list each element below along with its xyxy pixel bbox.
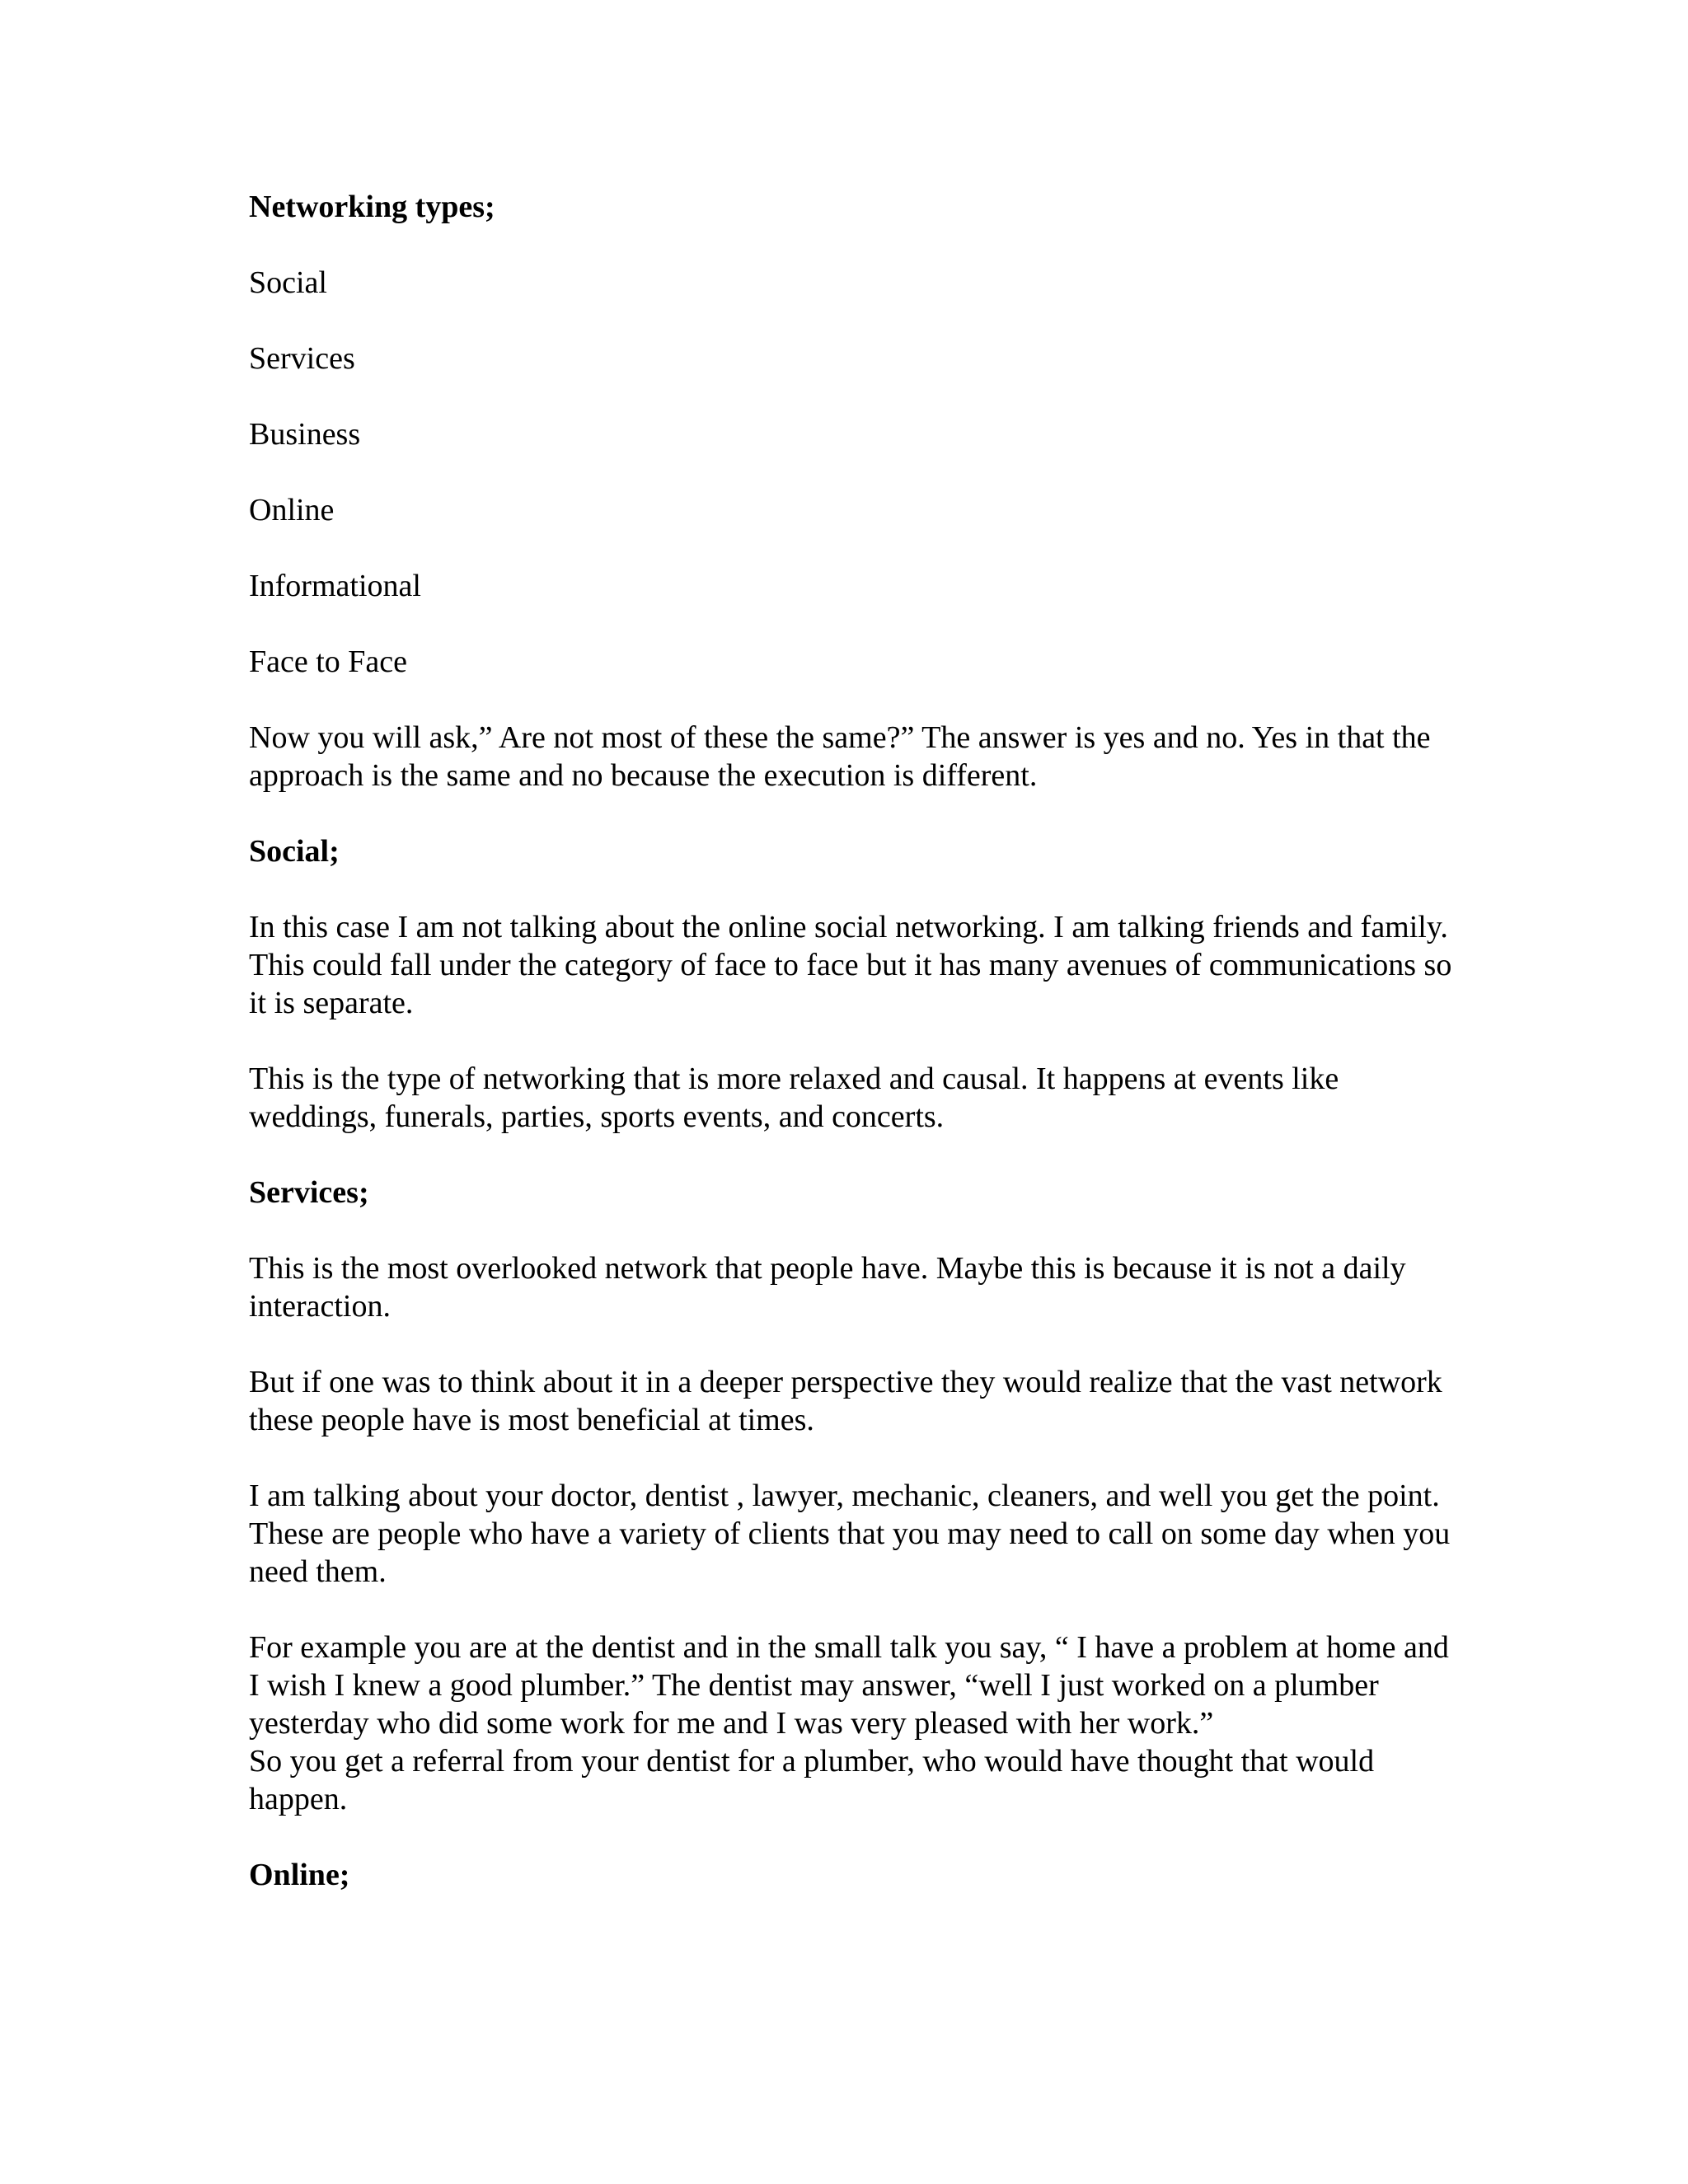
social-paragraph-1: In this case I am not talking about the online social networking. I am talking friends and family. This could fall under the category of face to face but it has many avenues of communications so it is separate.	[249, 910, 1452, 1020]
document-body	[249, 188, 1461, 1932]
social-paragraph-2: This is the type of networking that is more relaxed and causal. It happens at events like weddings, funerals, parties, sports events, and concerts.	[249, 1062, 1339, 1134]
services-paragraph-3: I am talking about your doctor, dentist , lawyer, mechanic, cleaners, and well you get the point. These are people who have a variety of clients that you may need to call on some day when you need them.	[249, 1479, 1451, 1589]
services-paragraph-5: So you get a referral from your dentist for a plumber, who would have thought that would happen.	[249, 1744, 1375, 1816]
services-paragraph-4: For example you are at the dentist and in the small talk you say, “ I have a problem at home and I wish I knew a good plumber.” The dentist may answer, “well I just worked on a plumber yesterday who did some work for me and I was very pleased with her work.”	[249, 1630, 1449, 1741]
type-social: Social	[249, 265, 327, 300]
type-services: Services	[249, 341, 355, 376]
type-face-to-face: Face to Face	[249, 644, 408, 679]
social-heading: Social;	[249, 834, 340, 869]
online-heading: Online;	[249, 1858, 350, 1892]
type-informational: Informational	[249, 569, 421, 603]
services-paragraph-2: But if one was to think about it in a deeper perspective they would realize that the vast network these people have is most beneficial at times.	[249, 1365, 1442, 1437]
type-online: Online	[249, 493, 335, 527]
intro-paragraph: Now you will ask,” Are not most of these the same?” The answer is yes and no. Yes in that the approach is the same and no because the execution is different.	[249, 720, 1431, 793]
services-paragraph-1: This is the most overlooked network that people have. Maybe this is because it is not a daily interaction.	[249, 1251, 1406, 1324]
type-business: Business	[249, 417, 361, 452]
networking-types-heading: Networking types;	[249, 190, 495, 224]
services-heading: Services;	[249, 1175, 369, 1210]
